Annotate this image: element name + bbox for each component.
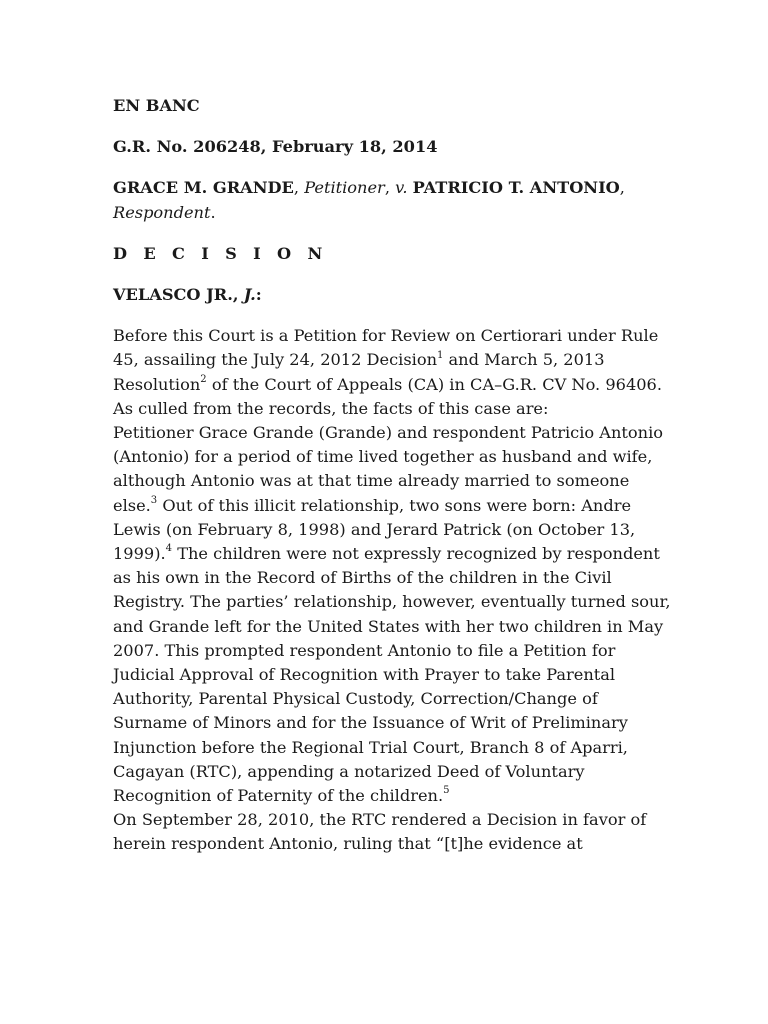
paragraph-2: As culled from the records, the facts of this case are: bbox=[113, 398, 549, 418]
footnote-ref-4[interactable]: 4 bbox=[165, 543, 173, 555]
paragraph-4: On September 28, 2010, the RTC rendered a Decision in favor of herein respondent Antonio, ruling that “[t]he evidence at bbox=[113, 810, 647, 854]
paragraph-3-text-c: The children were not expressly recognized by respondent as his own in the Record of Births of the children in the Civil Registry. The parties’ relationship, however, eventually turned sour, and Grande left for the United States with her two children in May 2007. This prompted respondent Antonio to file a Petition for Judicial Approval of Recognition with Prayer to take Parental Authority, Parental Physical Custody, Correction/Change of Surname of Minors and for the Issuance of Writ of Preliminary Injunction before the Regional Trial Court, Branch 8 of Aparri, Cagayan (RTC), appending a notarized Deed of Voluntary Recognition of Paternity of the children. bbox=[113, 544, 671, 806]
ponente-line: VELASCO JR., J.: bbox=[113, 285, 262, 305]
footnote-ref-2[interactable]: 2 bbox=[200, 373, 207, 385]
paragraph-3 bbox=[113, 421, 673, 808]
paragraph-1-text-a: Before this Court is a Petition for Review on Certiorari under Rule 45, assailing the July 24, 2012 Decision bbox=[113, 326, 659, 370]
paragraph-1-text-c: of the Court of Appeals (CA) in CA–G.R. CV No. 96406. bbox=[206, 374, 662, 394]
ponente-title: J. bbox=[243, 285, 256, 305]
versus-label: v. bbox=[395, 178, 408, 198]
case-parties: GRACE M. GRANDE, Petitioner, v. PATRICIO T. ANTONIO, Respondent. bbox=[113, 178, 625, 222]
petitioner-name: GRACE M. GRANDE bbox=[113, 178, 294, 198]
court-division: EN BANC bbox=[113, 96, 200, 115]
document-page bbox=[113, 94, 673, 857]
respondent-name: PATRICIO T. ANTONIO bbox=[412, 178, 620, 198]
case-number: G.R. No. 206248, February 18, 2014 bbox=[113, 137, 438, 157]
footnote-ref-5[interactable]: 5 bbox=[443, 785, 450, 797]
ponente-name: VELASCO JR., bbox=[113, 285, 239, 305]
paragraph-3-text-a: Petitioner Grace Grande (Grande) and respondent Patricio Antonio (Antonio) for a period of time lived together as husband and wife, although Antonio was at that time already married to someone else. bbox=[113, 423, 663, 515]
footnote-ref-3[interactable]: 3 bbox=[150, 494, 158, 506]
respondent-role: Respondent bbox=[113, 202, 211, 222]
decision-heading: D E C I S I O N bbox=[113, 243, 328, 263]
paragraph-3-text-b: Out of this illicit relationship, two sons were born: Andre Lewis (on February 8, 1998) and Jerard Patrick (on October 13, 1999). bbox=[113, 495, 636, 564]
paragraph-1 bbox=[113, 324, 673, 397]
footnote-ref-1[interactable]: 1 bbox=[437, 349, 444, 361]
paragraph-1-text-b: and March 5, 2013 Resolution bbox=[113, 350, 605, 394]
petitioner-role: Petitioner bbox=[304, 178, 385, 198]
